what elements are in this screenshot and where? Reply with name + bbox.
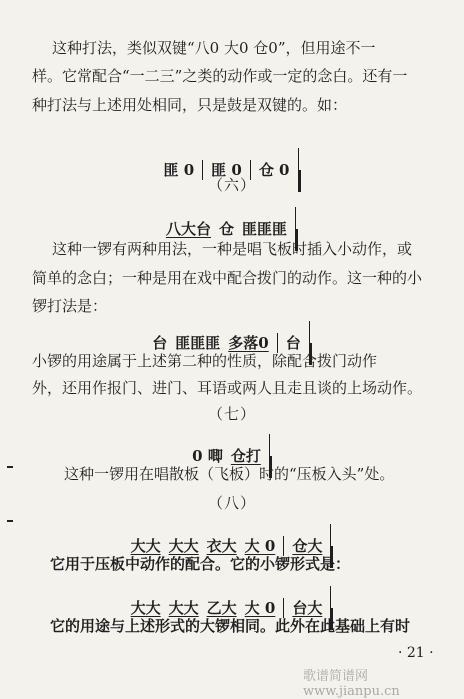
footer-watermark: 歌谱简谱网 www.jianpu.cn bbox=[303, 669, 400, 699]
notation-cell: 0 唧 bbox=[192, 447, 223, 465]
notation-cell: 仓打 bbox=[230, 447, 261, 465]
notation-cell: 大大 bbox=[130, 537, 161, 555]
notation-cell: 大 0 bbox=[244, 599, 276, 617]
notation-cell: 八大台 bbox=[165, 220, 211, 238]
paragraph-line: 外，还用作报门、进门、耳语或两人且走且谈的上场动作。 bbox=[32, 379, 423, 397]
measure-bar bbox=[283, 536, 284, 556]
notation-cell: 仓 bbox=[218, 220, 234, 238]
notation-cell: 仓大 bbox=[292, 537, 323, 555]
paragraph-line: 它的用途与上述形式的大锣相同。此外在此基础上有时 bbox=[50, 617, 411, 635]
paragraph-line: 锣打法是： bbox=[32, 297, 108, 315]
notation-cell: 台 bbox=[285, 334, 301, 352]
paragraph-line: 它用于压板中动作的配合。它的小锣形式是： bbox=[50, 555, 351, 573]
paragraph-line: 种打法与上述用处相同，只是鼓是双键的。如： bbox=[32, 96, 348, 114]
measure-bar bbox=[283, 598, 284, 618]
section-heading: （八） bbox=[207, 494, 256, 512]
section-heading: （七） bbox=[207, 405, 256, 423]
paragraph-line: 这种一锣用在唱散板（飞板）时的“压板入头”处。 bbox=[64, 465, 395, 483]
notation-cell: 多落0 bbox=[228, 334, 269, 352]
left-margin-mark bbox=[7, 520, 13, 522]
paragraph-line: 样。它常配合“一二三”之类的动作或一定的念白。还有一 bbox=[32, 67, 408, 85]
paragraph-line: 小锣的用途属于上述第二种的性质，除配合拨门动作 bbox=[32, 352, 378, 370]
paragraph-line: 简单的念白；一种是用在戏中配合拨门的动作。这一种的小 bbox=[32, 269, 423, 287]
notation-cell: 仓 0 bbox=[258, 161, 290, 179]
notation-cell: 匪 0 bbox=[163, 161, 195, 179]
paragraph-line: 这种打法，类似双键“八0 大0 仓0”，但用途不一 bbox=[52, 39, 376, 57]
notation-cell: 台大 bbox=[292, 599, 323, 617]
measure-bar bbox=[277, 333, 278, 353]
paragraph-line: 这种一锣有两种用法，一种是唱飞板时插入小动作，或 bbox=[52, 240, 413, 258]
notation-cell: 匪匪匪 bbox=[242, 220, 288, 238]
notation-cell: 大大 bbox=[130, 599, 161, 617]
notation-cell: 衣大 bbox=[206, 537, 237, 555]
notation-cell: 乙大 bbox=[206, 599, 237, 617]
notation-cell: 台 bbox=[152, 334, 168, 352]
notation-cell: 大大 bbox=[168, 537, 199, 555]
section-heading: （六） bbox=[207, 176, 256, 194]
notation-cell: 大 0 bbox=[244, 537, 276, 555]
page-number: · 21 · bbox=[398, 645, 434, 661]
notation-cell: 大大 bbox=[168, 599, 199, 617]
notation-cell: 匪匪匪 bbox=[175, 334, 221, 352]
notation-cell: 匪 0 bbox=[211, 161, 242, 179]
